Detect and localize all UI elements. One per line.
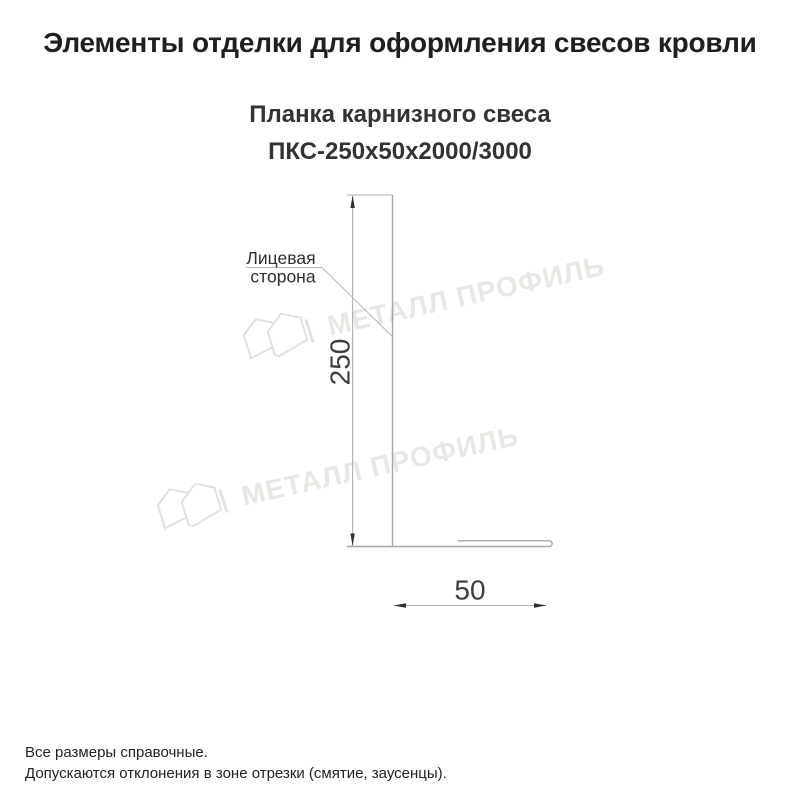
watermark-text: МЕТАЛЛ ПРОФИЛЬ xyxy=(324,249,608,342)
watermark-lower xyxy=(155,413,522,532)
arrow-up-icon xyxy=(350,196,354,209)
profile-drawing xyxy=(246,195,552,608)
product-code: ПКС-250х50х2000/3000 xyxy=(268,138,532,165)
arrow-down-icon xyxy=(350,534,354,547)
page-title: Элементы отделки для оформления свесов кровли xyxy=(43,27,757,58)
product-name: Планка карнизного свеса xyxy=(249,101,551,128)
arrow-left-icon xyxy=(394,603,407,607)
footnote-line2: Допускаются отклонения в зоне отрезки (смятие, заусенцы). xyxy=(25,765,447,782)
arrow-right-icon xyxy=(534,603,547,607)
dimension-height-value: 250 xyxy=(324,338,356,386)
metall-profil-logo-icon xyxy=(241,308,314,362)
profile-outline xyxy=(347,195,552,547)
dimension-width-value: 50 xyxy=(454,574,486,606)
footnotes xyxy=(25,742,447,784)
face-side-label-line1: Лицевая xyxy=(246,248,316,268)
watermark-text: МЕТАЛЛ ПРОФИЛЬ xyxy=(238,419,522,512)
face-side-label-line2: сторона xyxy=(250,266,316,287)
metall-profil-logo-icon xyxy=(155,478,228,532)
footnote-line1: Все размеры справочные. xyxy=(25,744,208,761)
